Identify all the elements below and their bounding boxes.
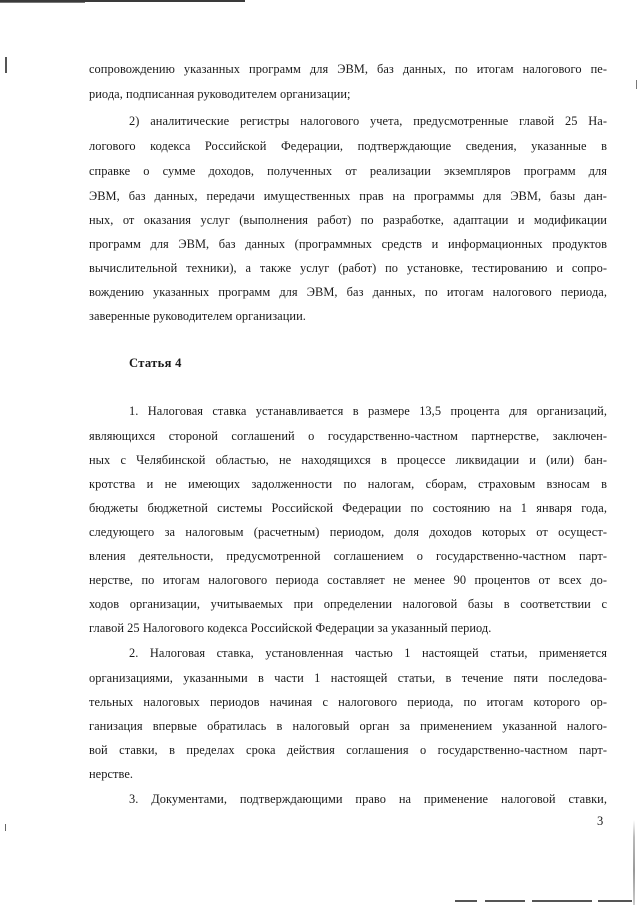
text-line: сопровождению указанных программ для ЭВМ, баз данных, по итогам налогового пе- bbox=[89, 62, 607, 76]
text-line: главой 25 Налогового кодекса Российской Федерации за указанный период. bbox=[89, 621, 492, 635]
scan-artifact-bottom bbox=[485, 900, 525, 902]
text-line: 3. Документами, подтверждающими право на применение налоговой ставки, bbox=[129, 792, 607, 806]
article-heading: Статья 4 bbox=[129, 356, 182, 370]
text-line: заверенные руководителем организации. bbox=[89, 309, 306, 323]
scan-artifact-right-edge bbox=[633, 820, 635, 905]
text-line: ных, от оказания услуг (выполнения работ) по разработке, адаптации и модификации bbox=[89, 213, 607, 227]
text-line: справке о сумме доходов, полученных от реализации экземпляров программ для bbox=[89, 164, 607, 178]
text-line: ЭВМ, баз данных, передачи имущественных прав на программы для ЭВМ, базы дан- bbox=[89, 189, 607, 203]
text-line: тельных налоговых периодов начиная с налогового периода, по итогам которого ор- bbox=[89, 695, 607, 709]
text-line: являющихся стороной соглашений о государственно-частном партнерстве, заключен- bbox=[89, 429, 607, 443]
text-line: нерстве. bbox=[89, 767, 134, 781]
scan-artifact-top-2 bbox=[0, 2, 85, 3]
text-line: 2) аналитические регистры налогового учета, предусмотренные главой 25 На- bbox=[129, 114, 607, 128]
text-line: вождению указанных программ для ЭВМ, баз данных, по итогам налогового периода, bbox=[89, 285, 607, 299]
text-line: организациями, указанными в части 1 настоящей статьи, в течение пяти последова- bbox=[89, 671, 607, 685]
text-line: бюджеты бюджетной системы Российской Федерации по состоянию на 1 января года, bbox=[89, 501, 607, 515]
scan-artifact-left-2 bbox=[5, 824, 6, 831]
text-line: риода, подписанная руководителем организации; bbox=[89, 87, 351, 101]
text-line: ходов организации, учитываемых при определении налоговой базы в соответствии с bbox=[89, 597, 607, 611]
text-line: нерстве, по итогам налогового периода составляет не менее 90 процентов от всех до- bbox=[89, 573, 607, 587]
text-line: следующего за налоговым (расчетным) периодом, доля доходов которых от осущест- bbox=[89, 525, 607, 539]
text-line: логового кодекса Российской Федерации, подтверждающие сведения, указанные в bbox=[89, 139, 607, 153]
text-line: вычислительной техники), а также услуг (работ) по установке, тестированию и сопро- bbox=[89, 261, 607, 275]
text-line: 1. Налоговая ставка устанавливается в размере 13,5 процента для организаций, bbox=[129, 404, 607, 418]
text-line: вления деятельности, предусмотренной соглашением о государственно-частном парт- bbox=[89, 549, 607, 563]
scan-artifact-bottom bbox=[532, 900, 592, 902]
text-line: ных с Челябинской областью, не находящихся в процессе ликвидации и (или) бан- bbox=[89, 453, 607, 467]
scan-artifact-left bbox=[5, 57, 7, 73]
text-line: кротства и не имеющих задолженности по налогам, сборам, страховым взносам в bbox=[89, 477, 607, 491]
text-line: ганизация впервые обратилась в налоговый орган за применением указанной налого- bbox=[89, 719, 607, 733]
scan-artifact-bottom bbox=[598, 900, 632, 902]
text-line: программ для ЭВМ, баз данных (программных средств и информационных продуктов bbox=[89, 237, 607, 251]
text-line: 2. Налоговая ставка, установленная частью 1 настоящей статьи, применяется bbox=[129, 646, 607, 660]
text-line: вой ставки, в пределах срока действия соглашения о государственно-частном парт- bbox=[89, 743, 607, 757]
page-number: 3 bbox=[597, 814, 604, 828]
scan-artifact-bottom bbox=[455, 900, 477, 902]
scan-artifact-right bbox=[636, 80, 637, 89]
